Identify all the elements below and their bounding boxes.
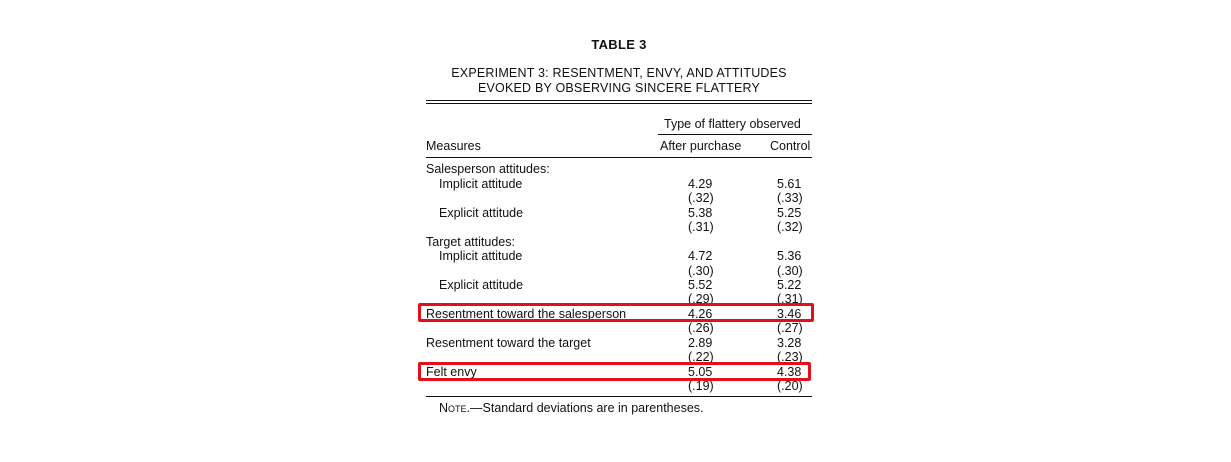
cell-mean: 4.29 [688, 177, 713, 191]
caption-line-1: EXPERIMENT 3: RESENTMENT, ENVY, AND ATTITUDES [451, 66, 787, 80]
col-header-control: Control [770, 139, 811, 153]
top-rule-double [426, 103, 812, 104]
span-header: Type of flattery observed [664, 117, 801, 131]
row-label: Resentment toward the salesperson [426, 307, 627, 321]
cell-sd: (.23) [777, 350, 803, 364]
highlight-box-felt-envy [418, 362, 811, 381]
cell-mean: 5.22 [777, 278, 802, 292]
measures-header: Measures [426, 139, 481, 153]
note-prefix: Note. [439, 401, 471, 415]
row-label: Implicit attitude [439, 177, 523, 191]
cell-sd: (.30) [688, 264, 714, 278]
bottom-rule [426, 396, 812, 397]
cell-sd: (.22) [688, 350, 714, 364]
cell-mean: 3.46 [777, 307, 802, 321]
cell-sd: (.29) [688, 292, 714, 306]
cell-sd: (.33) [777, 191, 803, 205]
cell-sd: (.19) [688, 379, 714, 393]
cell-mean: 5.52 [688, 278, 713, 292]
row-label: Explicit attitude [439, 206, 524, 220]
group-target: Target attitudes: [426, 235, 515, 249]
cell-mean: 5.36 [777, 249, 802, 263]
cell-sd: (.20) [777, 379, 803, 393]
cell-sd: (.27) [777, 321, 803, 335]
table-caption [426, 66, 812, 96]
row-label: Explicit attitude [439, 278, 524, 292]
cell-sd: (.32) [777, 220, 803, 234]
col-header-after-purchase: After purchase [660, 139, 742, 153]
top-rule [426, 100, 812, 101]
header-rule [426, 157, 812, 158]
note-text: —Standard deviations are in parentheses. [470, 401, 704, 415]
cell-sd: (.31) [688, 220, 714, 234]
cell-mean: 5.38 [688, 206, 713, 220]
highlight-box-resentment-salesperson [418, 303, 814, 322]
cell-mean: 5.61 [777, 177, 802, 191]
table-title: TABLE 3 [591, 37, 647, 52]
cell-mean: 5.05 [688, 365, 713, 379]
table-note [439, 401, 704, 415]
cell-mean: 4.72 [688, 249, 713, 263]
row-label: Felt envy [426, 365, 477, 379]
cell-sd: (.31) [777, 292, 803, 306]
cell-sd: (.32) [688, 191, 714, 205]
cell-mean: 4.26 [688, 307, 713, 321]
row-label: Resentment toward the target [426, 336, 591, 350]
caption-line-2: EVOKED BY OBSERVING SINCERE FLATTERY [477, 81, 761, 95]
cell-mean: 5.25 [777, 206, 802, 220]
cell-mean: 2.89 [688, 336, 713, 350]
group-salesperson: Salesperson attitudes: [426, 162, 550, 176]
span-rule [658, 134, 812, 135]
cell-mean: 4.38 [777, 365, 802, 379]
cell-mean: 3.28 [777, 336, 802, 350]
cell-sd: (.30) [777, 264, 803, 278]
cell-sd: (.26) [688, 321, 714, 335]
row-label: Implicit attitude [439, 249, 523, 263]
